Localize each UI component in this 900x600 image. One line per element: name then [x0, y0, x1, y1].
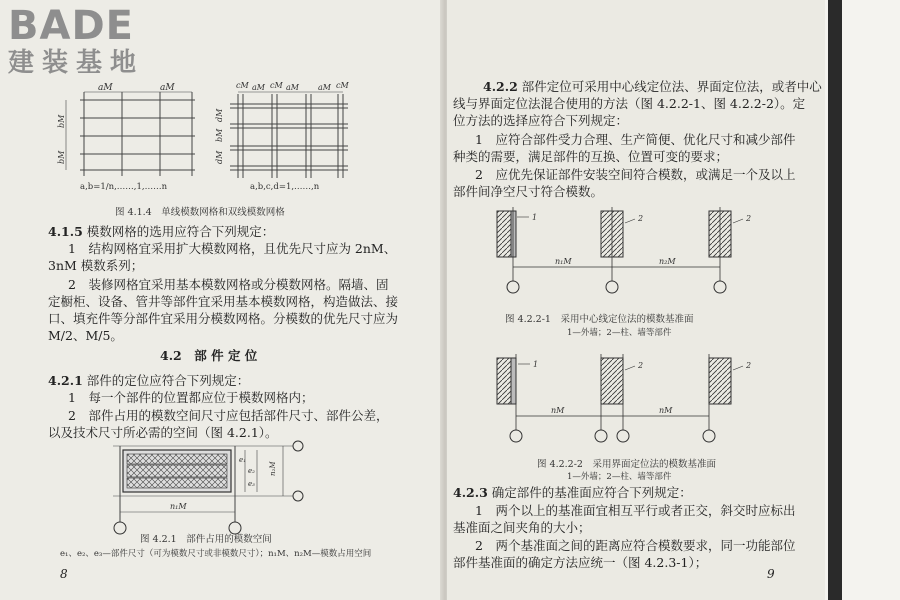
clause-423-item2-line1: 2 两个基准面之间的距离应符合模数要求，同一功能部位: [475, 538, 796, 553]
clause-415-item2-line4: M/2、M/5。: [48, 328, 123, 343]
callout-1: 1: [533, 360, 539, 369]
grid-label-a3: aM: [318, 83, 331, 92]
clause-421-heading: [48, 372, 249, 389]
clause-415-heading: [48, 223, 274, 240]
grid-label-a2: aM: [286, 83, 299, 92]
clause-text: 确定部件的基准面应符合下列规定：: [491, 485, 692, 500]
label-e3: e₃: [248, 480, 255, 488]
grid-label-top-1: aM: [98, 83, 113, 93]
label-e2: e₂: [248, 467, 255, 475]
figure-caption-414: 图 4.1.4 单线模数网格和双线模数网格: [115, 207, 285, 218]
clause-422-item2-line1: 2 应优先保证部件安装空间符合模数，或满足一个及以上: [475, 167, 796, 182]
right-page: [447, 0, 825, 600]
callout-1: 1: [532, 213, 538, 222]
book-cover-edge: [828, 0, 842, 600]
clause-415-item2-line3: 口、填充件等分部件宜采用分模数网格。分模数的优先尺寸应为: [48, 311, 399, 326]
formula-left: a,b=1/n,……,1,……n: [80, 182, 168, 192]
dim-n2M: n₂M: [659, 257, 676, 266]
clause-text: 模数网格的选用应符合下列规定：: [86, 224, 275, 239]
label-n1M: n₁M: [170, 502, 187, 511]
clause-422-item1-line2: 种类的需要，满足部件的互换、位置可变的要求；: [453, 149, 729, 164]
clause-number: 4.2.2: [483, 79, 518, 94]
grid-label-a1: aM: [252, 83, 265, 92]
left-page: [0, 0, 444, 600]
clause-415-item1-line2: 3nM 模数系列；: [48, 258, 144, 273]
clause-422-item2-line2: 部件间净空尺寸符合模数。: [453, 184, 604, 199]
figure-caption-4221: 图 4.2.2-1 采用中心线定位法的模数基准面: [505, 314, 694, 325]
dim-nM-a: nM: [551, 406, 565, 415]
clause-421-item2-line1: 2 部件占用的模数空间尺寸应包括部件尺寸、部件公差，: [68, 408, 389, 423]
clause-415-item2-line1: 2 装修网格宜采用基本模数网格或分模数网格。隔墙、固: [68, 277, 389, 292]
label-n2M: n₂M: [269, 461, 277, 476]
grid-label-d1: dM: [215, 108, 224, 122]
clause-423-heading: [453, 484, 692, 501]
clause-415-item1-line1: 1 结构网格宜采用扩大模数网格，且优先尺寸应为 2nM、: [68, 241, 397, 256]
figure-note-4222: 1—外墙；2—柱、墙等部件: [567, 472, 672, 482]
grid-label-side-2: bM: [57, 150, 66, 164]
grid-label-top-2: aM: [160, 83, 175, 93]
clause-422-line3: 位方法的选择应符合下列规定：: [453, 113, 629, 128]
logo-chinese: 建装基地: [8, 48, 145, 78]
grid-label-c3: cM: [336, 81, 349, 90]
grid-label-d2: dM: [215, 150, 224, 164]
clause-422-line1: [483, 78, 822, 95]
dim-nM-b: nM: [659, 406, 673, 415]
clause-423-item1-line1: 1 两个以上的基准面宜相互平行或者正交，斜交时应标出: [475, 503, 796, 518]
page-number-right: 9: [767, 567, 775, 581]
callout-2a: 2: [638, 214, 644, 223]
clause-423-item1-line2: 基准面之间夹角的大小；: [453, 520, 591, 535]
brand-logo: [8, 4, 144, 78]
clause-text: 部件定位可采用中心线定位法、界面定位法，或者中心: [521, 79, 822, 94]
clause-422-item1-line1: 1 应符合部件受力合理、生产简便、优化尺寸和减少部件: [475, 132, 796, 147]
grid-label-c1: cM: [236, 81, 249, 90]
clause-text: 部件的定位应符合下列规定：: [86, 373, 250, 388]
clause-number: 4.2.1: [48, 373, 83, 388]
single-line-modular-grid: [57, 82, 200, 192]
callout-2b: 2: [746, 214, 752, 223]
grid-label-b1: bM: [215, 128, 224, 142]
figure-caption-421: 图 4.2.1 部件占用的模数空间: [140, 534, 272, 545]
callout-2a: 2: [638, 361, 644, 370]
figure-caption-4222: 图 4.2.2-2 采用界面定位法的模数基准面: [537, 459, 716, 470]
figure-note-4221: 1—外墙；2—柱、墙等部件: [567, 328, 672, 338]
formula-right: a,b,c,d=1,……,n: [250, 182, 320, 192]
clause-423-item2-line2: 部件基准面的确定方法应统一（图 4.2.3-1）；: [453, 555, 708, 570]
clause-421-item2-line2: 以及技术尺寸所必需的空间（图 4.2.1）。: [48, 425, 278, 440]
clause-421-item1: 1 每一个部件的位置都应位于模数网格内；: [68, 390, 314, 405]
label-e1: e₁: [239, 456, 246, 464]
double-line-modular-grid: [210, 80, 350, 190]
clause-number: 4.1.5: [48, 224, 83, 239]
modular-space-figure: [95, 440, 325, 540]
logo-english: BADE: [8, 3, 134, 49]
grid-label-c2: cM: [270, 81, 283, 90]
clause-422-line2: 线与界面定位法混合使用的方法（图 4.2.2-1、图 4.2.2-2）。定: [453, 96, 806, 111]
dim-n1M: n₁M: [555, 257, 572, 266]
clause-415-item2-line2: 定橱柜、设备、管井等部件宜采用基本模数网格，构造做法、接: [48, 294, 399, 309]
figure-note-421: e₁、e₂、e₃—部件尺寸（可为模数尺寸或非模数尺寸）；n₁M、n₂M—模数占用空间: [60, 549, 372, 559]
page-number-left: 8: [60, 567, 68, 581]
section-title-42: 4.2 部 件 定 位: [160, 348, 258, 363]
interface-positioning-figure: [487, 350, 787, 450]
callout-2b: 2: [746, 361, 752, 370]
clause-number: 4.2.3: [453, 485, 488, 500]
grid-label-side-1: bM: [57, 114, 66, 128]
centerline-positioning-figure: [487, 203, 787, 303]
